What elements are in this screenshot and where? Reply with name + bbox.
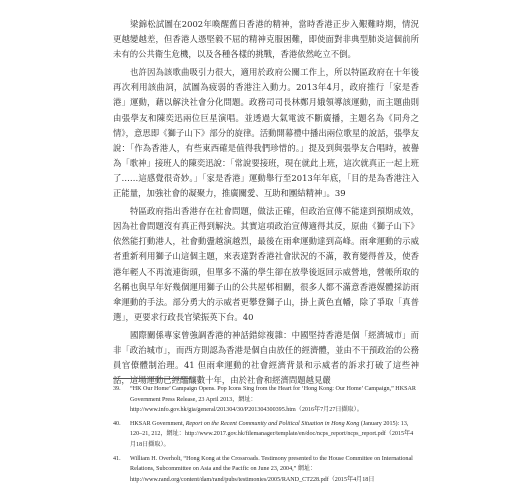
- footnotes: [113, 384, 419, 485]
- footnote-41: [113, 454, 419, 486]
- footnote-number: 41.: [113, 455, 121, 462]
- footnote-citation: (January 2015): 13, 120–21, 212，網址：http://www.2017.gov.hk/filemanager/template/en/doc/ncps_report/ncps_report.pdf（2015年4月18日擷取）。: [130, 420, 414, 448]
- footnote-text: William H. Overholt, “Hong Kong at the Crossroads. Testimony presented to the House Committee on International Relations, Subcommittee on Asia and the Pacific on June 23, 2004,” 網址：http://www.rand.org/content/dam/rand/pubs/testimonies/2005/RAND_CT228.pdf（2015年4月18日: [130, 455, 413, 483]
- paragraph-1: 梁錦松試圖在2002年喚醒舊日香港的精神，當時香港正步入艱難時期，情況更越變越差，但香港人憑堅毅不屈的精神克服困難，即使面對非典型肺炎這個前所未有的公共衛生危機，以及各種各樣的挑戰，香港依然屹立不倒。: [113, 19, 419, 60]
- paragraph-2: 也許因為該歌曲吸引力很大，適用於政府公關工作上，所以特區政府在十年後再次利用該曲詞，試圖為疲弱的香港注入動力。2013年4月，政府推行「家是香港」運動，藉以解決社會分化問題。政務司司長林鄭月娥領導該運動，而主題曲則由張學友和陳奕迅兩位巨星演唱。並透過大氣電波不斷廣播，主題名為《同舟之情》，意思即《獅子山下》部分的旋律。活動開幕禮中播出兩位歌星的說話，張學友說：「作為香港人，有些東西確是值得我們珍惜的。」提及到與張學友合唱時，被譽為「歌神」接班人的陳奕迅說：「常說要接班，現在就此上班，這次就真正一起上班了……這感覺很奇妙。」「家是香港」運動舉行至2013年年底，「目的是為香港注入正能量，加強社會的凝聚力，推廣關愛、互助和團結精神」。39: [113, 67, 419, 199]
- footnote-number: 40.: [113, 420, 121, 427]
- footnote-divider: [113, 378, 191, 379]
- main-text: [113, 17, 419, 388]
- footnote-author: HKSAR Government,: [130, 420, 186, 427]
- footnote-40: [113, 419, 419, 451]
- paragraph-3: 特區政府指出香港存在社會問題，做法正確，但政治宣傳不能達到預期成效，因為社會問題沒有真正得到解決。其實這項政治宣傳適得其反，原曲《獅子山下》依然能打動港人，社會動盪越演越烈，最後在雨傘運動達到高峰。雨傘運動的示威者重新利用獅子山這個主題，來表達對香港社會狀況的不滿，教育變得普及，使香港年輕人不再流連街頭，但單多不滿的學生卻在放學後返回示威營地，營帳所取的名稱也與早年好幾個運用獅子山的公共屋邨相關，很多人都不滿意香港媒體採訪雨傘運動的手法。部分勇大的示威者更攀登獅子山，掛上黃色直幡，除了爭取「真普選」，更要求行政長官梁振英下台。40: [113, 206, 419, 322]
- footnote-39: [113, 384, 419, 416]
- footnote-text: “HK Our Home’ Campaign Opens. Pop Icons Sing from the Heart for ‘Hong Kong: Our Home’ Campaign,” HKSAR Government Press Release, 23 April 2013，網址：http://www.info.gov.hk/gia/general/201304/30/P201304300395.htm（2016年7月27日擷取）。: [130, 386, 416, 414]
- footnote-number: 39.: [113, 386, 121, 392]
- footnote-report-title: Report on the Recent Community and Political Situation in Hong Kong: [185, 420, 360, 427]
- footnote-text: [130, 419, 419, 451]
- paragraph-4: 國際關係專家曾強調香港的神話錯綜複雜：中國堅持香港是個「經濟城市」而非「政治城市」，而西方則認為香港是個自由放任的經濟體，並由不干預政治的公務員官僚體制治理。41 但雨傘運動的社會經濟背景和示威者的訴求打破了這些神話，這場運動已經醞釀數十年，由於社會和經濟問題越見嚴: [113, 329, 419, 386]
